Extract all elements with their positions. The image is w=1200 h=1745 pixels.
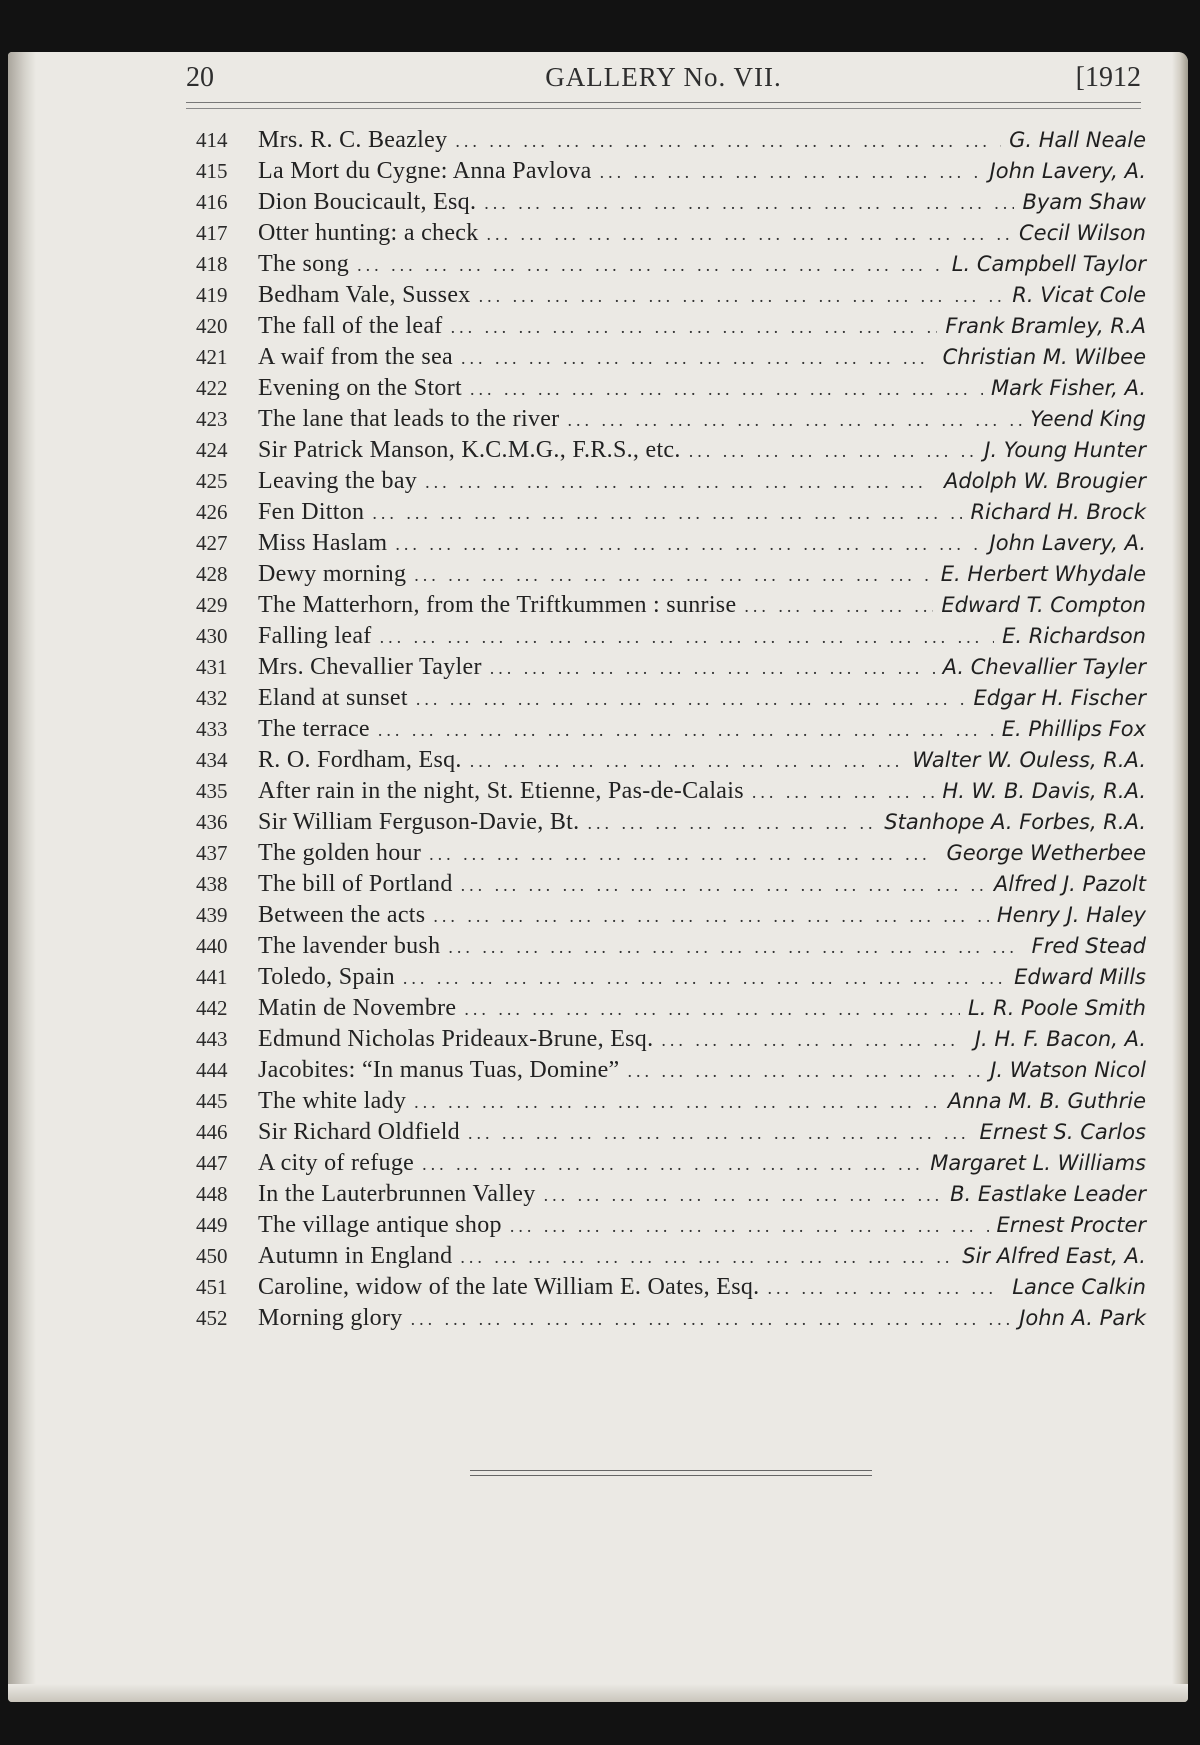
dot-leader xyxy=(689,436,977,467)
entry-artist: Christian M. Wilbee xyxy=(942,345,1146,369)
entry-number: 426 xyxy=(196,500,228,524)
entry-title: The fall of the leaf xyxy=(258,313,443,339)
entry-number: 444 xyxy=(196,1058,228,1082)
dot-leader xyxy=(510,1211,989,1242)
entry-artist: J. H. F. Bacon, A. xyxy=(974,1027,1146,1051)
dot-leader xyxy=(767,1273,1004,1304)
catalogue-entry xyxy=(196,993,1146,1024)
dot-leader xyxy=(461,343,935,374)
page-edge-bottom xyxy=(8,1684,1188,1702)
catalogue-entry xyxy=(196,900,1146,931)
entry-number: 423 xyxy=(196,407,228,431)
dot-leader xyxy=(429,839,938,870)
entry-number: 422 xyxy=(196,376,228,400)
entry-number: 437 xyxy=(196,841,228,865)
entry-number: 424 xyxy=(196,438,228,462)
dot-leader xyxy=(628,1056,983,1087)
entry-number: 447 xyxy=(196,1151,228,1175)
entry-number: 428 xyxy=(196,562,228,586)
entry-artist: J. Young Hunter xyxy=(984,438,1146,462)
page-edge-right xyxy=(1172,52,1188,1702)
catalogue-entry xyxy=(196,1148,1146,1179)
entry-artist: J. Watson Nicol xyxy=(990,1058,1146,1082)
entry-title: Evening on the Stort xyxy=(258,375,462,401)
entry-number: 420 xyxy=(196,314,228,338)
entry-title: Bedham Vale, Sussex xyxy=(258,282,471,308)
entry-title: Leaving the bay xyxy=(258,468,418,494)
entry-artist: E. Herbert Whydale xyxy=(940,562,1146,586)
catalogue-entry xyxy=(196,838,1146,869)
running-header xyxy=(186,62,1141,106)
dot-leader xyxy=(484,188,1014,219)
dot-leader xyxy=(414,1087,940,1118)
entry-artist: R. Vicat Cole xyxy=(1012,283,1146,307)
entry-artist: Ernest Procter xyxy=(996,1213,1146,1237)
page-title: GALLERY No. VII. xyxy=(545,62,782,92)
catalogue-entry xyxy=(196,156,1146,187)
entry-title: Fen Ditton xyxy=(258,499,365,525)
catalogue-entry xyxy=(196,1086,1146,1117)
entry-title: Autumn in England xyxy=(258,1243,453,1269)
dot-leader xyxy=(372,498,962,529)
entry-title: The golden hour xyxy=(258,840,422,866)
entry-number: 440 xyxy=(196,934,228,958)
catalogue-entry xyxy=(196,776,1146,807)
entry-number: 449 xyxy=(196,1213,228,1237)
entry-artist: Frank Bramley, R.A xyxy=(945,314,1146,338)
entry-number: 433 xyxy=(196,717,228,741)
catalogue-entry xyxy=(196,931,1146,962)
catalogue-entry xyxy=(196,187,1146,218)
entry-title: Between the acts xyxy=(258,902,426,928)
entry-title: Toledo, Spain xyxy=(258,964,395,990)
catalogue-entry xyxy=(196,1055,1146,1086)
entry-artist: A. Chevallier Tayler xyxy=(942,655,1146,679)
page-spine-shadow xyxy=(8,52,36,1702)
entry-artist: Stanhope A. Forbes, R.A. xyxy=(884,810,1146,834)
dot-leader xyxy=(567,405,1022,436)
catalogue-entry xyxy=(196,497,1146,528)
dot-leader xyxy=(461,870,986,901)
dot-leader xyxy=(380,622,995,653)
entry-artist: Walter W. Ouless, R.A. xyxy=(912,748,1146,772)
dot-leader xyxy=(357,250,944,281)
header-rule xyxy=(186,102,1141,109)
entry-number: 430 xyxy=(196,624,228,648)
dot-leader xyxy=(403,963,1006,994)
entry-title: Edmund Nicholas Prideaux-Brune, Esq. xyxy=(258,1026,654,1052)
entry-number: 414 xyxy=(196,128,228,152)
entry-number: 439 xyxy=(196,903,228,927)
entry-title: Jacobites: “In manus Tuas, Domine” xyxy=(258,1057,620,1083)
entry-title: Morning glory xyxy=(258,1305,403,1331)
entry-title: Sir William Ferguson-Davie, Bt. xyxy=(258,809,580,835)
end-rule xyxy=(470,1470,872,1476)
dot-leader xyxy=(490,653,935,684)
entry-number: 418 xyxy=(196,252,228,276)
entry-artist: Sir Alfred East, A. xyxy=(962,1244,1146,1268)
entry-title: Eland at sunset xyxy=(258,685,408,711)
page-number: 20 xyxy=(186,62,214,93)
dot-leader xyxy=(468,1118,972,1149)
entry-title: Dewy morning xyxy=(258,561,407,587)
dot-leader xyxy=(460,1242,954,1273)
entry-number: 438 xyxy=(196,872,228,896)
dot-leader xyxy=(416,684,966,715)
catalogue-entry xyxy=(196,714,1146,745)
entry-number: 427 xyxy=(196,531,228,555)
dot-leader xyxy=(600,157,982,188)
catalogue-entry xyxy=(196,342,1146,373)
entry-number: 419 xyxy=(196,283,228,307)
entry-title: Otter hunting: a check xyxy=(258,220,479,246)
catalogue-entry xyxy=(196,373,1146,404)
dot-leader xyxy=(587,808,876,839)
catalogue-list xyxy=(196,125,1146,1334)
dot-leader xyxy=(414,560,933,591)
entry-title: Miss Haslam xyxy=(258,530,388,556)
catalogue-entry xyxy=(196,125,1146,156)
entry-title: The song xyxy=(258,251,350,277)
entry-number: 443 xyxy=(196,1027,228,1051)
catalogue-entry xyxy=(196,1117,1146,1148)
entry-artist: Cecil Wilson xyxy=(1018,221,1146,245)
entry-artist: John Lavery, A. xyxy=(989,531,1146,555)
entry-title: R. O. Fordham, Esq. xyxy=(258,747,462,773)
entry-title: Sir Patrick Manson, K.C.M.G., F.R.S., etc. xyxy=(258,437,681,463)
entry-title: The lavender bush xyxy=(258,933,441,959)
entry-number: 435 xyxy=(196,779,228,803)
entry-artist: George Wetherbee xyxy=(946,841,1146,865)
entry-title: La Mort du Cygne: Anna Pavlova xyxy=(258,158,592,184)
entry-title: The white lady xyxy=(258,1088,407,1114)
dot-leader xyxy=(470,746,905,777)
catalogue-entry xyxy=(196,807,1146,838)
dot-leader xyxy=(451,312,938,343)
entry-number: 434 xyxy=(196,748,228,772)
entry-artist: E. Phillips Fox xyxy=(1001,717,1146,741)
entry-title: Caroline, widow of the late William E. Oates, Esq. xyxy=(258,1274,760,1300)
entry-number: 441 xyxy=(196,965,228,989)
entry-artist: L. R. Poole Smith xyxy=(968,996,1146,1020)
entry-number: 421 xyxy=(196,345,228,369)
catalogue-entry xyxy=(196,559,1146,590)
dot-leader xyxy=(395,529,981,560)
entry-artist: Ernest S. Carlos xyxy=(979,1120,1146,1144)
catalogue-entry xyxy=(196,280,1146,311)
catalogue-entry xyxy=(196,1210,1146,1241)
entry-number: 450 xyxy=(196,1244,228,1268)
entry-number: 442 xyxy=(196,996,228,1020)
entry-artist: Henry J. Haley xyxy=(996,903,1146,927)
entry-title: After rain in the night, St. Etienne, Pas-de-Calais xyxy=(258,778,744,804)
entry-number: 436 xyxy=(196,810,228,834)
dot-leader xyxy=(470,374,983,405)
catalogue-entry xyxy=(196,1241,1146,1272)
entry-artist: Byam Shaw xyxy=(1022,190,1146,214)
entry-artist: John A. Park xyxy=(1019,1306,1146,1330)
entry-number: 445 xyxy=(196,1089,228,1113)
entry-artist: Lance Calkin xyxy=(1012,1275,1146,1299)
dot-leader xyxy=(425,467,936,498)
catalogue-entry xyxy=(196,218,1146,249)
catalogue-entry xyxy=(196,652,1146,683)
entry-number: 432 xyxy=(196,686,228,710)
entry-artist: Yeend King xyxy=(1030,407,1146,431)
entry-artist: L. Campbell Taylor xyxy=(951,252,1146,276)
entry-title: A waif from the sea xyxy=(258,344,453,370)
entry-number: 451 xyxy=(196,1275,228,1299)
dot-leader xyxy=(422,1149,922,1180)
catalogue-entry xyxy=(196,435,1146,466)
entry-title: Dion Boucicault, Esq. xyxy=(258,189,477,215)
dot-leader xyxy=(455,126,1001,157)
catalogue-entry xyxy=(196,621,1146,652)
entry-title: Matin de Novembre xyxy=(258,995,457,1021)
entry-artist: Edgar H. Fischer xyxy=(973,686,1146,710)
entry-artist: Anna M. B. Guthrie xyxy=(947,1089,1146,1113)
entry-title: The village antique shop xyxy=(258,1212,502,1238)
entry-artist: Edward T. Compton xyxy=(941,593,1146,617)
entry-number: 415 xyxy=(196,159,228,183)
entry-number: 429 xyxy=(196,593,228,617)
catalogue-entry xyxy=(196,466,1146,497)
entry-artist: Adolph W. Brougier xyxy=(943,469,1146,493)
entry-title: Mrs. Chevallier Tayler xyxy=(258,654,482,680)
catalogue-entry xyxy=(196,311,1146,342)
entry-artist: Mark Fisher, A. xyxy=(990,376,1146,400)
page-year: [1912 xyxy=(1075,62,1141,93)
entry-title: The bill of Portland xyxy=(258,871,453,897)
entry-artist: Fred Stead xyxy=(1031,934,1146,958)
dot-leader xyxy=(487,219,1011,250)
entry-artist: Margaret L. Williams xyxy=(930,1151,1146,1175)
catalogue-entry xyxy=(196,962,1146,993)
entry-title: The Matterhorn, from the Triftkummen : sunrise xyxy=(258,592,737,618)
dot-leader xyxy=(448,932,1023,963)
entry-artist: H. W. B. Davis, R.A. xyxy=(942,779,1146,803)
entry-title: Sir Richard Oldfield xyxy=(258,1119,460,1145)
entry-artist: Alfred J. Pazolt xyxy=(993,872,1146,896)
dot-leader xyxy=(464,994,960,1025)
dot-leader xyxy=(544,1180,943,1211)
entry-artist: G. Hall Neale xyxy=(1009,128,1146,152)
catalogue-entry xyxy=(196,745,1146,776)
entry-number: 417 xyxy=(196,221,228,245)
catalogue-entry xyxy=(196,1272,1146,1303)
entry-title: A city of refuge xyxy=(258,1150,415,1176)
entry-title: In the Lauterbrunnen Valley xyxy=(258,1181,536,1207)
entry-title: The lane that leads to the river xyxy=(258,406,560,432)
catalogue-entry xyxy=(196,869,1146,900)
entry-artist: John Lavery, A. xyxy=(989,159,1146,183)
entry-artist: Richard H. Brock xyxy=(970,500,1146,524)
entry-title: Falling leaf xyxy=(258,623,372,649)
dot-leader xyxy=(744,591,933,622)
entry-number: 446 xyxy=(196,1120,228,1144)
entry-artist: B. Eastlake Leader xyxy=(950,1182,1146,1206)
entry-number: 452 xyxy=(196,1306,228,1330)
dot-leader xyxy=(378,715,994,746)
entry-number: 425 xyxy=(196,469,228,493)
entry-artist: Edward Mills xyxy=(1014,965,1146,989)
catalogue-entry xyxy=(196,683,1146,714)
catalogue-entry xyxy=(196,1024,1146,1055)
catalogue-entry xyxy=(196,590,1146,621)
entry-title: Mrs. R. C. Beazley xyxy=(258,127,448,153)
entry-artist: E. Richardson xyxy=(1002,624,1146,648)
catalogue-entry xyxy=(196,1303,1146,1334)
dot-leader xyxy=(661,1025,966,1056)
catalogue-entry xyxy=(196,249,1146,280)
catalogue-entry xyxy=(196,1179,1146,1210)
catalogue-entry xyxy=(196,404,1146,435)
dot-leader xyxy=(433,901,988,932)
dot-leader xyxy=(752,777,935,808)
entry-number: 416 xyxy=(196,190,228,214)
catalogue-entry xyxy=(196,528,1146,559)
entry-number: 431 xyxy=(196,655,228,679)
dot-leader xyxy=(411,1304,1012,1335)
entry-number: 448 xyxy=(196,1182,228,1206)
entry-title: The terrace xyxy=(258,716,370,742)
dot-leader xyxy=(479,281,1005,312)
